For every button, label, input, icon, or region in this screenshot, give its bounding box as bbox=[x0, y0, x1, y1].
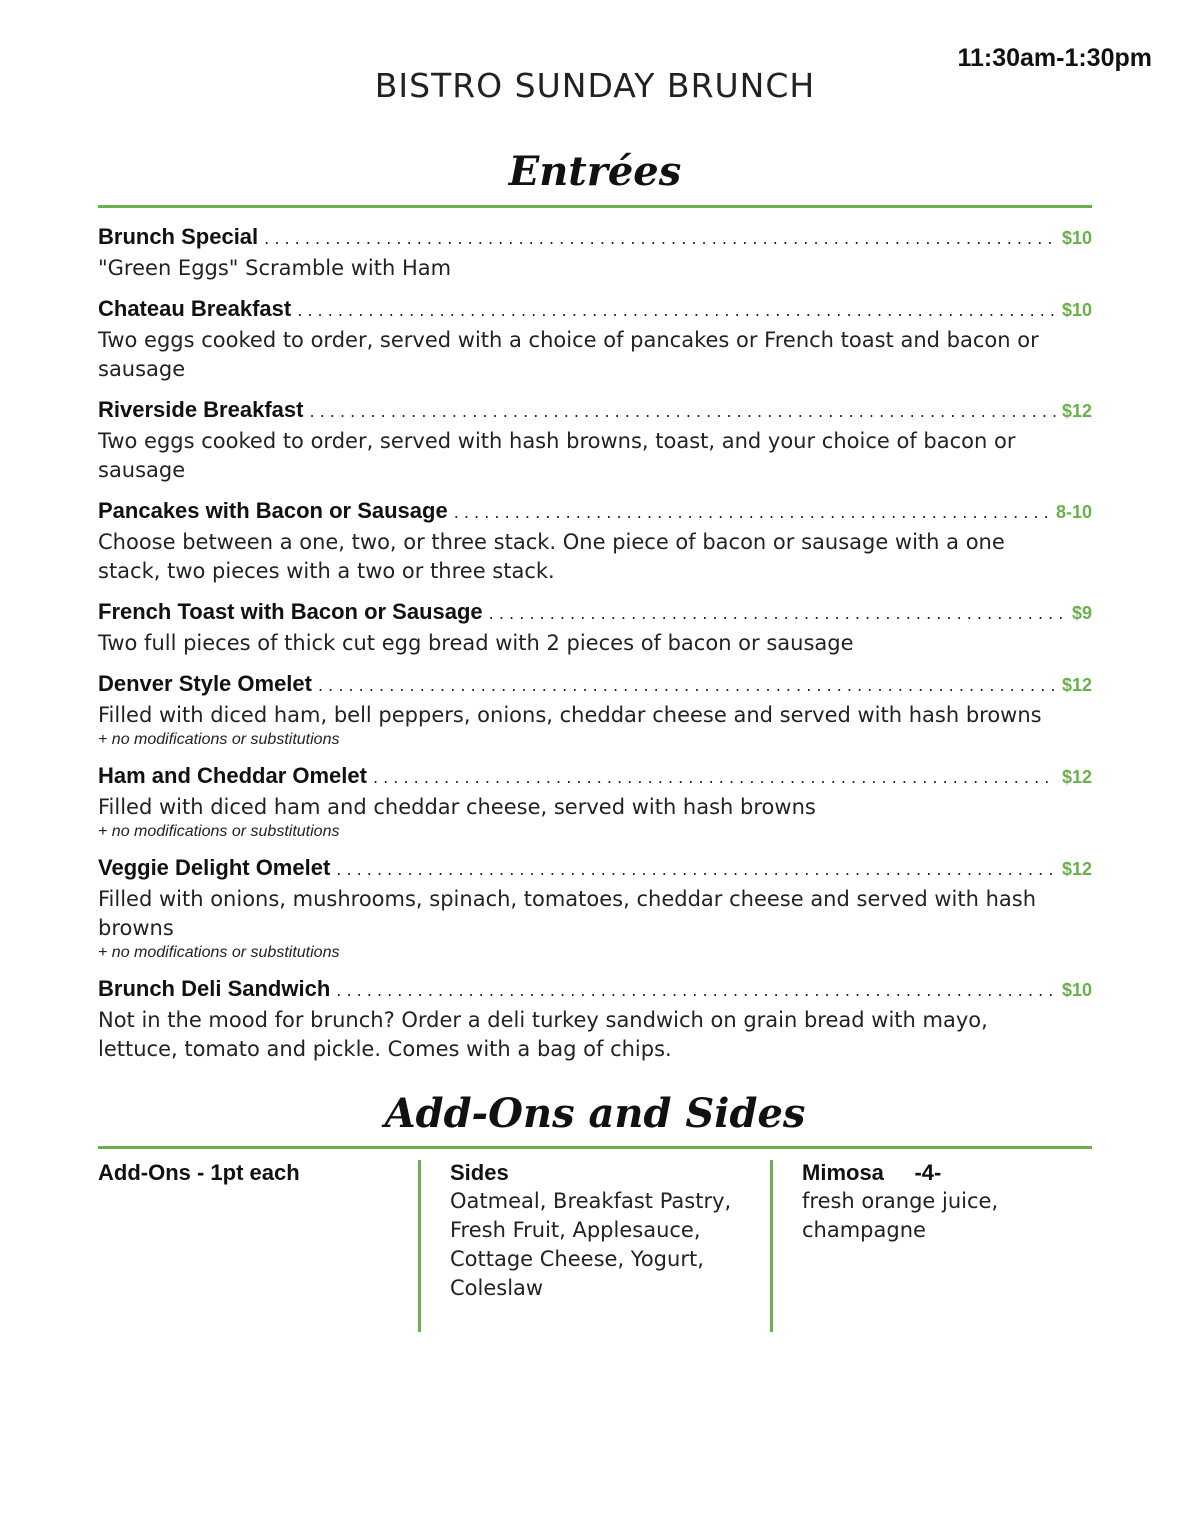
menu-item-name: Brunch Special bbox=[98, 224, 259, 249]
menu-item-header bbox=[98, 855, 1092, 885]
dot-leader bbox=[297, 301, 1056, 320]
menu-item bbox=[98, 599, 1092, 658]
addons-column bbox=[98, 1160, 418, 1332]
menu-item-header bbox=[98, 599, 1092, 629]
menu-item-price: $12 bbox=[1061, 401, 1092, 421]
dot-leader bbox=[489, 604, 1066, 623]
addons-divider bbox=[98, 1146, 1092, 1149]
menu-item-price: $9 bbox=[1071, 603, 1092, 623]
menu-item-note: + no modifications or substitutions bbox=[98, 944, 340, 961]
mimosa-column bbox=[770, 1160, 1092, 1332]
menu-item-header bbox=[98, 397, 1092, 427]
entrees-divider bbox=[98, 205, 1092, 208]
sides-heading-label: Sides bbox=[450, 1160, 509, 1185]
menu-item-price: $10 bbox=[1061, 228, 1092, 248]
menu-item-name: Brunch Deli Sandwich bbox=[98, 976, 331, 1001]
menu-item-header bbox=[98, 763, 1092, 793]
addons-heading-label: Add-Ons - 1pt each bbox=[98, 1160, 300, 1185]
menu-item bbox=[98, 397, 1092, 485]
menu-item-price: $12 bbox=[1061, 859, 1092, 879]
menu-item-description: Not in the mood for brunch? Order a deli turkey sandwich on grain bread with mayo, lettuce, tomato and pickle. Comes with a bag of chips. bbox=[98, 1008, 988, 1061]
menu-item bbox=[98, 296, 1092, 384]
menu-item-price: $12 bbox=[1061, 767, 1092, 787]
menu-item-description: Two full pieces of thick cut egg bread with 2 pieces of bacon or sausage bbox=[98, 631, 854, 655]
dot-leader bbox=[318, 676, 1056, 695]
menu-item-name: French Toast with Bacon or Sausage bbox=[98, 599, 483, 624]
menu-item-price: $10 bbox=[1061, 300, 1092, 320]
menu-item-description: "Green Eggs" Scramble with Ham bbox=[98, 256, 452, 280]
menu-item-description: Choose between a one, two, or three stack. One piece of bacon or sausage with a one stack, two pieces with a two or three stack. bbox=[98, 530, 1005, 583]
menu-item bbox=[98, 498, 1092, 586]
column-divider bbox=[770, 1160, 773, 1332]
menu-item bbox=[98, 855, 1092, 963]
menu-item-description: Two eggs cooked to order, served with a choice of pancakes or French toast and bacon or sausage bbox=[98, 328, 1039, 381]
menu-item-name: Pancakes with Bacon or Sausage bbox=[98, 498, 448, 523]
menu-item-description: Two eggs cooked to order, served with hash browns, toast, and your choice of bacon or sausage bbox=[98, 429, 1016, 482]
menu-item-price: $10 bbox=[1061, 980, 1092, 1000]
sides-body: Oatmeal, Breakfast Pastry, Fresh Fruit, Applesauce, Cottage Cheese, Yogurt, Coleslaw bbox=[450, 1189, 732, 1300]
menu-item-name: Riverside Breakfast bbox=[98, 397, 304, 422]
dot-leader bbox=[309, 402, 1056, 421]
menu-item-name: Ham and Cheddar Omelet bbox=[98, 763, 367, 788]
menu-item-header bbox=[98, 498, 1092, 528]
menu-item-name: Denver Style Omelet bbox=[98, 671, 312, 696]
menu-item-name: Chateau Breakfast bbox=[98, 296, 292, 321]
menu-item-description: Filled with diced ham, bell peppers, onions, cheddar cheese and served with hash browns bbox=[98, 703, 1042, 727]
menu-item bbox=[98, 763, 1092, 842]
menu-item bbox=[98, 976, 1092, 1064]
menu-item bbox=[98, 671, 1092, 750]
dot-leader bbox=[336, 860, 1056, 879]
menu-item-price: 8-10 bbox=[1055, 502, 1092, 522]
menu-item-header bbox=[98, 224, 1092, 254]
menu-item-note: + no modifications or substitutions bbox=[98, 823, 340, 840]
menu-item-description: Filled with onions, mushrooms, spinach, tomatoes, cheddar cheese and served with hash browns bbox=[98, 887, 1037, 940]
entree-list bbox=[98, 224, 1092, 1077]
dot-leader bbox=[454, 503, 1050, 522]
menu-item-header bbox=[98, 976, 1092, 1006]
menu-item-header bbox=[98, 296, 1092, 326]
addons-columns bbox=[98, 1160, 1092, 1332]
menu-item bbox=[98, 224, 1092, 283]
entrees-heading: Entrées bbox=[508, 148, 682, 195]
menu-item-price: $12 bbox=[1061, 675, 1092, 695]
dot-leader bbox=[373, 768, 1056, 787]
menu-item-header bbox=[98, 671, 1092, 701]
menu-item-description: Filled with diced ham and cheddar cheese, served with hash browns bbox=[98, 795, 816, 819]
sides-column bbox=[418, 1160, 770, 1332]
addons-heading: Add-Ons and Sides bbox=[384, 1090, 806, 1137]
dot-leader bbox=[264, 229, 1056, 248]
menu-item-name: Veggie Delight Omelet bbox=[98, 855, 331, 880]
menu-item-note: + no modifications or substitutions bbox=[98, 731, 340, 748]
page-title: BISTRO SUNDAY BRUNCH bbox=[374, 66, 816, 105]
dot-leader bbox=[336, 981, 1056, 1000]
hours-label: 11:30am-1:30pm bbox=[957, 44, 1152, 72]
column-divider bbox=[418, 1160, 421, 1332]
mimosa-heading-label: Mimosa -4- bbox=[802, 1160, 942, 1185]
mimosa-body: fresh orange juice, champagne bbox=[802, 1189, 999, 1242]
